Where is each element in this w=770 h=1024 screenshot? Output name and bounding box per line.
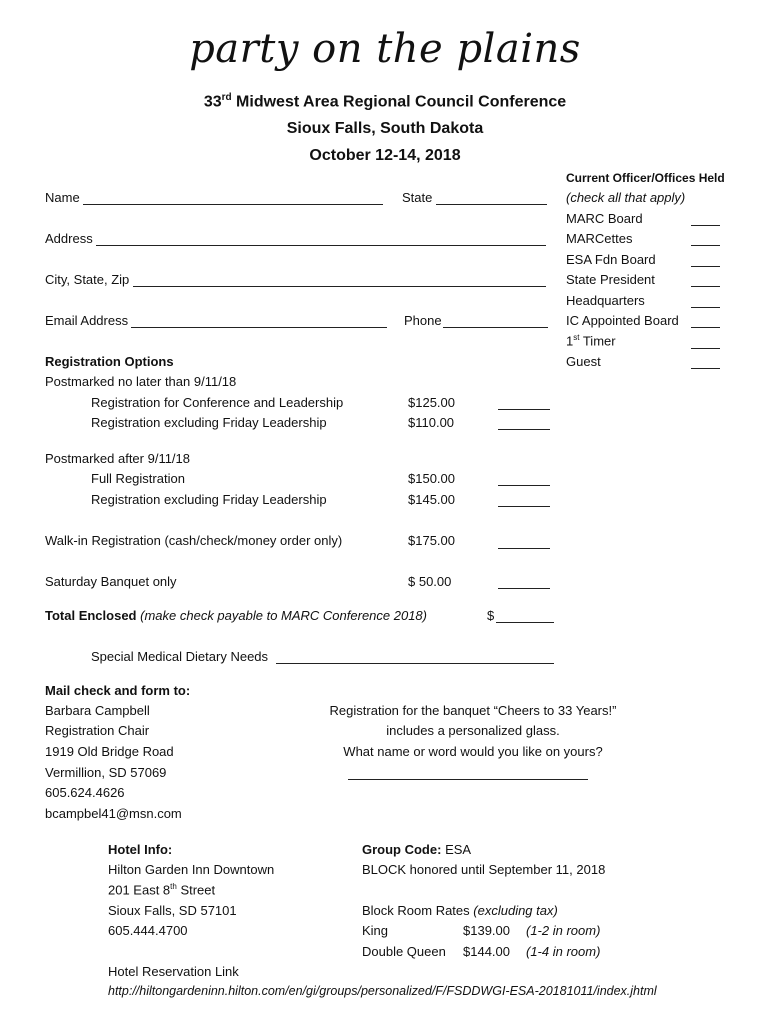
mail-heading: Mail check and form to: — [45, 683, 191, 698]
hotel-city: Sioux Falls, SD 57101 — [108, 903, 237, 918]
phone-field[interactable] — [443, 327, 548, 328]
phone-label: Phone — [404, 313, 442, 328]
officer-label-ic-appointed-board: IC Appointed Board — [566, 313, 679, 328]
mail-line-name: Barbara Campbell — [45, 703, 150, 718]
address-field[interactable] — [96, 245, 546, 246]
glass-line-2: includes a personalized glass. — [386, 723, 560, 738]
late-full-price: $150.00 — [408, 471, 455, 486]
dietary-field[interactable] — [276, 663, 554, 664]
group-code-value: ESA — [445, 842, 472, 857]
state-label: State — [402, 190, 433, 205]
block-note: BLOCK honored until September 11, 2018 — [362, 862, 606, 877]
conference-ordinal: 33 — [203, 93, 222, 111]
queen-note: (1-4 in room) — [526, 944, 601, 959]
queen-label: Double Queen — [362, 944, 446, 959]
total-label: Total Enclosed — [45, 608, 137, 623]
hotel-name: Hilton Garden Inn Downtown — [108, 862, 275, 877]
reservation-label: Hotel Reservation Link — [108, 964, 239, 979]
officer-check-guest[interactable] — [691, 368, 720, 369]
name-field[interactable] — [83, 204, 383, 205]
officer-check-marcettes[interactable] — [691, 245, 720, 246]
early-partial-blank[interactable] — [498, 429, 550, 430]
first-timer-number: 1 — [566, 333, 574, 349]
walkin-registration: Walk-in Registration (cash/check/money order only) — [45, 533, 343, 548]
early-partial-registration: Registration excluding Friday Leadership — [91, 415, 327, 430]
late-full-blank[interactable] — [498, 485, 550, 486]
glass-line-3: What name or word would you like on yours? — [343, 744, 603, 759]
conference-name — [0, 92, 770, 111]
total-note: (make check payable to MARC Conference 2018) — [140, 608, 427, 623]
officer-check-marc-board[interactable] — [691, 225, 720, 226]
officer-check-esa-fdn-board[interactable] — [691, 266, 720, 267]
total-blank[interactable] — [496, 622, 554, 623]
conference-dates: October 12-14, 2018 — [309, 147, 461, 164]
officer-label-state-president: State President — [566, 272, 655, 287]
city-state-zip-field[interactable] — [133, 286, 546, 287]
conference-ordinal-suffix: rd — [221, 92, 232, 103]
reservation-link[interactable]: http://hiltongardeninn.hilton.com/en/gi/groups/personalized/F/FSDDWGI-ESA-20181011/index.jhtml — [108, 984, 657, 998]
city-state-zip-label: City, State, Zip — [45, 272, 130, 287]
page-title: party on the plains — [189, 26, 581, 72]
dietary-label: Special Medical Dietary Needs — [91, 649, 269, 664]
king-price: $139.00 — [463, 923, 510, 938]
email-label: Email Address — [45, 313, 129, 328]
late-deadline-label: Postmarked after 9/11/18 — [45, 451, 191, 466]
late-partial-price: $145.00 — [408, 492, 455, 507]
officer-label-esa-fdn-board: ESA Fdn Board — [566, 252, 656, 267]
officer-check-headquarters[interactable] — [691, 307, 720, 308]
late-full-registration: Full Registration — [91, 471, 185, 486]
mail-line-title: Registration Chair — [45, 723, 150, 738]
late-partial-registration: Registration excluding Friday Leadership — [91, 492, 327, 507]
officer-label-headquarters: Headquarters — [566, 293, 645, 308]
early-full-registration: Registration for Conference and Leadership — [91, 395, 344, 410]
email-field[interactable] — [131, 327, 387, 328]
mail-line-street: 1919 Old Bridge Road — [45, 744, 174, 759]
queen-price: $144.00 — [463, 944, 510, 959]
state-field[interactable] — [436, 204, 547, 205]
officer-check-first-timer[interactable] — [691, 348, 720, 349]
address-label: Address — [45, 231, 93, 246]
hotel-street-number: 201 East 8 — [108, 882, 171, 898]
conference-title-text: Midwest Area Regional Council Conference — [231, 93, 567, 111]
block-rates-label: Block Room Rates — [362, 903, 470, 918]
hotel-heading: Hotel Info: — [108, 842, 173, 857]
king-label: King — [362, 923, 389, 938]
early-full-blank[interactable] — [498, 409, 550, 410]
banquet-price: $ 50.00 — [408, 574, 452, 589]
group-code-label: Group Code: — [362, 842, 442, 857]
glass-line-1: Registration for the banquet “Cheers to 33 Years!” — [329, 703, 617, 718]
total-currency: $ — [487, 608, 495, 623]
officer-label-first-timer — [566, 333, 616, 348]
officer-label-marcettes: MARCettes — [566, 231, 633, 246]
officers-heading: Current Officer/Offices Held — [566, 171, 725, 185]
mail-line-city: Vermillion, SD 57069 — [45, 765, 167, 780]
banquet-blank[interactable] — [498, 588, 550, 589]
hotel-street-suffix: th — [170, 882, 177, 891]
officers-note: (check all that apply) — [566, 190, 686, 205]
officer-label-marc-board: MARC Board — [566, 211, 643, 226]
first-timer-text: Timer — [579, 333, 616, 349]
mail-line-phone: 605.624.4626 — [45, 785, 125, 800]
officer-label-guest: Guest — [566, 354, 601, 369]
registration-heading: Registration Options — [45, 354, 174, 369]
mail-line-email: bcampbel41@msn.com — [45, 806, 182, 821]
hotel-street — [108, 882, 215, 897]
early-full-price: $125.00 — [408, 395, 455, 410]
early-deadline-label: Postmarked no later than 9/11/18 — [45, 374, 237, 389]
total-enclosed — [45, 608, 427, 623]
glass-name-field[interactable] — [348, 779, 588, 780]
hotel-phone: 605.444.4700 — [108, 923, 188, 938]
late-partial-blank[interactable] — [498, 506, 550, 507]
name-label: Name — [45, 190, 80, 205]
block-rates-note: (excluding tax) — [473, 903, 558, 918]
group-code — [362, 842, 471, 857]
officer-check-ic-appointed-board[interactable] — [691, 327, 720, 328]
walkin-blank[interactable] — [498, 548, 550, 549]
first-timer-suffix: st — [573, 333, 580, 342]
officer-check-state-president[interactable] — [691, 286, 720, 287]
conference-location: Sioux Falls, South Dakota — [286, 120, 484, 137]
early-partial-price: $110.00 — [408, 415, 455, 430]
banquet-only: Saturday Banquet only — [45, 574, 177, 589]
hotel-street-name: Street — [176, 882, 216, 898]
king-note: (1-2 in room) — [526, 923, 601, 938]
block-rates — [362, 903, 558, 918]
walkin-price: $175.00 — [408, 533, 455, 548]
